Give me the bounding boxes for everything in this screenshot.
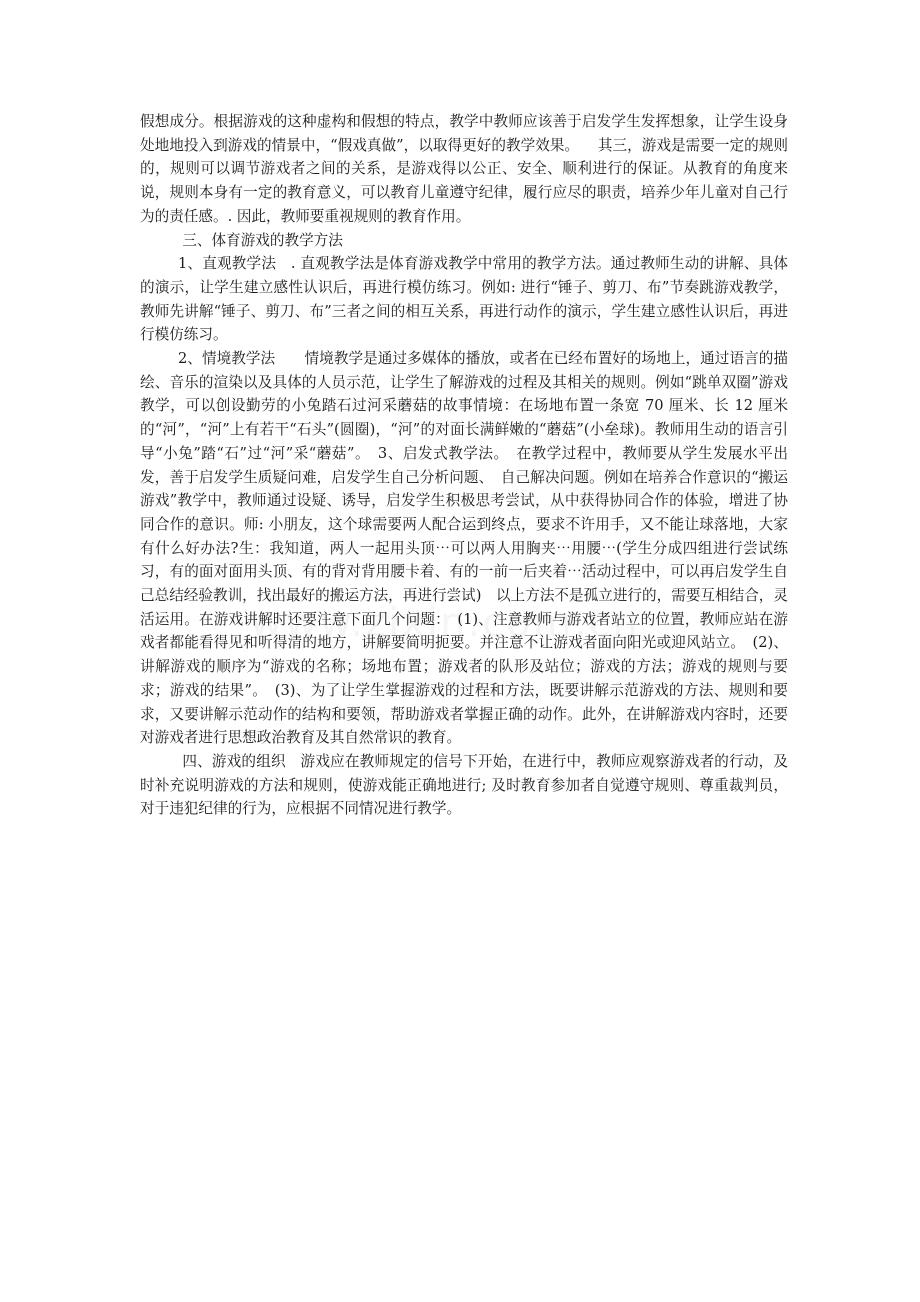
section-heading-teaching-methods: 三、体育游戏的教学方法 [182,231,343,249]
paragraph-intuitive-method: 1、直观教学法 . 直观教学法是体育游戏教学中常用的教学方法。通过教师生动的讲解、具体的演示，让学生建立感性认识后，再进行模仿练习。例如: 进行“锤子、剪刀、布”节奏跳游戏教学，教师先讲解“锤子、剪刀、布”三者之间的相互关系，再进行动作的演示，学生建立感性认识后，再进行模仿练习。 [140,255,788,344]
document-page [140,110,788,821]
paragraph-game-organization: 四、游戏的组织 游戏应在教师规定的信号下开始，在进行中，教师应观察游戏者的行动，及时补充说明游戏的方法和规则，使游戏能正确地进行; 及时教育参加者自觉遵守规则、尊重裁判员，对于违犯纪律的行为，应根据不同情况进行教学。 [140,752,788,818]
paragraph-situational-method: 2、情境教学法 情境教学是通过多媒体的播放，或者在已经布置好的场地上，通过语言的描绘、音乐的渲染以及具体的人员示范，让学生了解游戏的过程及其相关的规则。例如“跳单双圈”游戏教学，可以创设勤劳的小兔踏石过河采蘑菇的故事情境：在场地布置一条宽 70 厘米、长 12 厘米的“河”，“河”上有若干“石头”(圆圈)，“河”的对面长满鲜嫩的“蘑菇”(小垒球)。教师用生动的语言引导“小兔”踏“石”过“河”采“蘑菇”。 3、启发式教学法。 在教学过程中，教师要从学生发展水平出发，善于启发学生质疑问难，启发学生自己分析问题、 自己解决问题。例如在培养合作意识的“搬运游戏”教学中，教师通过设疑、诱导，启发学生积极思考尝试，从中获得协同合作的体验，增进了协同合作的意识。师: 小朋友，这个球需要两人配合运到终点，要求不许用手，又不能让球落地，大家有什么好办法?生：我知道，两人一起用头顶⋯可以两人用胸夹⋯用腰⋯(学生分成四组进行尝试练习，有的面对面用头顶、有的背对背用腰卡着、有的一前一后夹着⋯活动过程中，可以再启发学生自己总结经验教训，找出最好的搬运方法，再进行尝试) 以上方法不是孤立进行的，需要互相结合，灵活运用。在游戏讲解时还要注意下面几个问题： (1)、注意教师与游戏者站立的位置，教师应站在游戏者都能看得见和听得清的地方，讲解要简明扼要。并注意不让游戏者面向阳光或迎风站立。 (2)、讲解游戏的顺序为“游戏的名称；场地布置；游戏者的队形及站位；游戏的方法；游戏的规则与要求；游戏的结果”。 (3)、为了让学生掌握游戏的过程和方法，既要讲解示范游戏的方法、规则和要求，又要讲解示范动作的结构和要领，帮助游戏者掌握正确的动作。此外，在讲解游戏内容时，还要对游戏者进行思想政治教育及其自然常识的教育。 [140,350,788,747]
paragraph-intro: 假想成分。根据游戏的这种虚构和假想的特点，教学中教师应该善于启发学生发挥想象，让学生设身处地地投入到游戏的情景中，“假戏真做”，以取得更好的教学效果。 其三，游戏是需要一定的规则的，规则可以调节游戏者之间的关系，是游戏得以公正、安全、顺利进行的保证。从教育的角度来说，规则本身有一定的教育意义，可以教育儿童遵守纪律，履行应尽的职责，培养少年儿童对自己行为的责任感。. 因此，教师要重视规则的教育作用。 [140,113,788,225]
